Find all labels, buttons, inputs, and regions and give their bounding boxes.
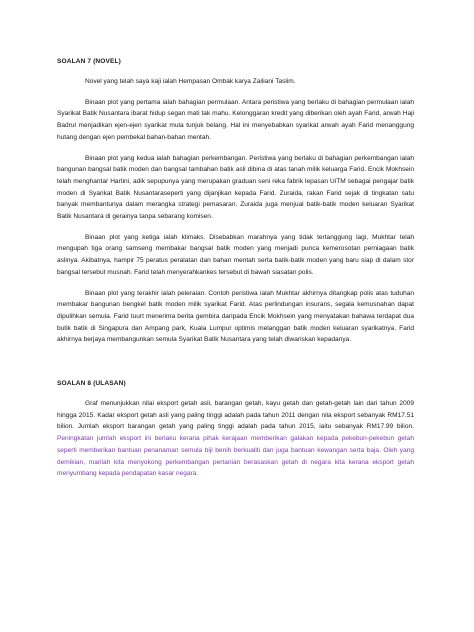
soalan-7-intro: Novel yang telah saya kaji ialah Hempasan Ombak karya Zailiani Taslim. — [85, 78, 296, 85]
soalan-7-paragraph-2: Binaan plot yang kedua ialah bahagian perkembangan. Peristiwa yang berlaku di bahagian perkembangan ialah bangunan bangsal batik moden dan bangsal tambahan batik asli dibina di atas tanah milik keluarga Farid. Encik Mokhsein telah menghantar Hartini, adik sepupunya yang merupakan graduan seni reka fabrik lepasan UiTM sebagai pengajar batik moden di Syarikat Batik Nusantaraseperti yang dijanjikan kepada Farid. Zuraida, rakan Farid sejak di tingkatan satu banyak membantunya dalam merangka strategi pemasaran. Zuraida juga menjual batik-batik moden keluaran Syarikat Batik Nusantara di gerainya tanpa sebarang komisen. — [57, 154, 414, 221]
soalan-7-paragraph-4: Binaan plot yang terakhir ialah peleraian. Contoh peristiwa ialah Mukhtar akhirnya ditangkap polis atas tuduhan membakar bangunan bengkel batik moden milik syarikat Farid. Atas perlindungan insurans, segala kemusnahan dapat dipulihkan semula. Farid tuurt menerima berita gembira daripada Encik Mokhsein yang menyatakan bahawa terdapat dua butik batik di Singapura dan Ampang park, Kuala Lumpur optimis melanggan batik moden keluaran syarikatnya. Farid akhirnya berjaya membangunkan semula Syarikat Batik Nusantara yang telah diwariskan kepadanya. — [57, 289, 414, 344]
soalan-7-paragraph-1: Binaan plot yang pertama ialah bahagian permulaan. Antara peristiwa yang berlaku di bahagian permulaan ialah Syarikat Batik Nusantara ibarat hidup segan mati tak mahu. Kelonggaran kredit yang diberikan oleh ayah Farid, arwah Haji Badrul menjadikan ejen-ejen syarikat mula tunjuk belang. Hal ini menyebabkan syarikat arwah ayah Farid menanggung hutang dengan ejen pembekal bahan-bahan mentah. — [57, 98, 414, 141]
soalan-8-highlighted-text: Peningkatan jumlah eksport ini berlaku kerana pihak kerajaan memberikan galakan kepada pekebun-pekebun getah seperti memberikan bantuan penanaman semula biji benih berkualiti dan juga bantuan kewangan serta baja. Oleh yang demikian, marilah kita menyokong perkembangan pertanian berasaskan getah di negara kita kerana eksport getah menyumbang kepada pendapatan kasar negara. — [57, 435, 414, 478]
soalan-7-paragraph-3: Binaan plot yang ketiga ialah klimaks. Disebabkan marahnya yang tidak tertanggung lagi, Mukhtar telah mengupah tiga orang samseng membakar bangsal batik moden yang menjadi punca kemerosotan perniagaan batik aslinya. Akibatnya, hampir 75 peratus peralatan dan bahan mentah serta batik-batik moden yang baru siap di dalam stor bangsal tersebut musnah. Farid telah menyerahkankes tersebut di bawah siasatan polis. — [57, 233, 414, 276]
soalan-7-heading: SOALAN 7 (NOVEL) — [57, 58, 121, 65]
soalan-8-paragraph — [57, 398, 414, 480]
soalan-8-text: Graf menunjukkan nilai eksport getah asli, barangan getah, kayu getah dan getah-getah lain dari tahun 2009 hingga 2015. Kadar eksport getah asli yang paling tinggi adalah pada tahun 2011 dengan nila eksport sebanyak RM17.51 bilion. Jumlah eksport barangan getah yang paling tinggi adalah pada tahun 2015, iaitu sebanyak RM17.99 bilion. — [57, 400, 414, 431]
soalan-8-heading: SOALAN 8 (ULASAN) — [57, 380, 126, 388]
